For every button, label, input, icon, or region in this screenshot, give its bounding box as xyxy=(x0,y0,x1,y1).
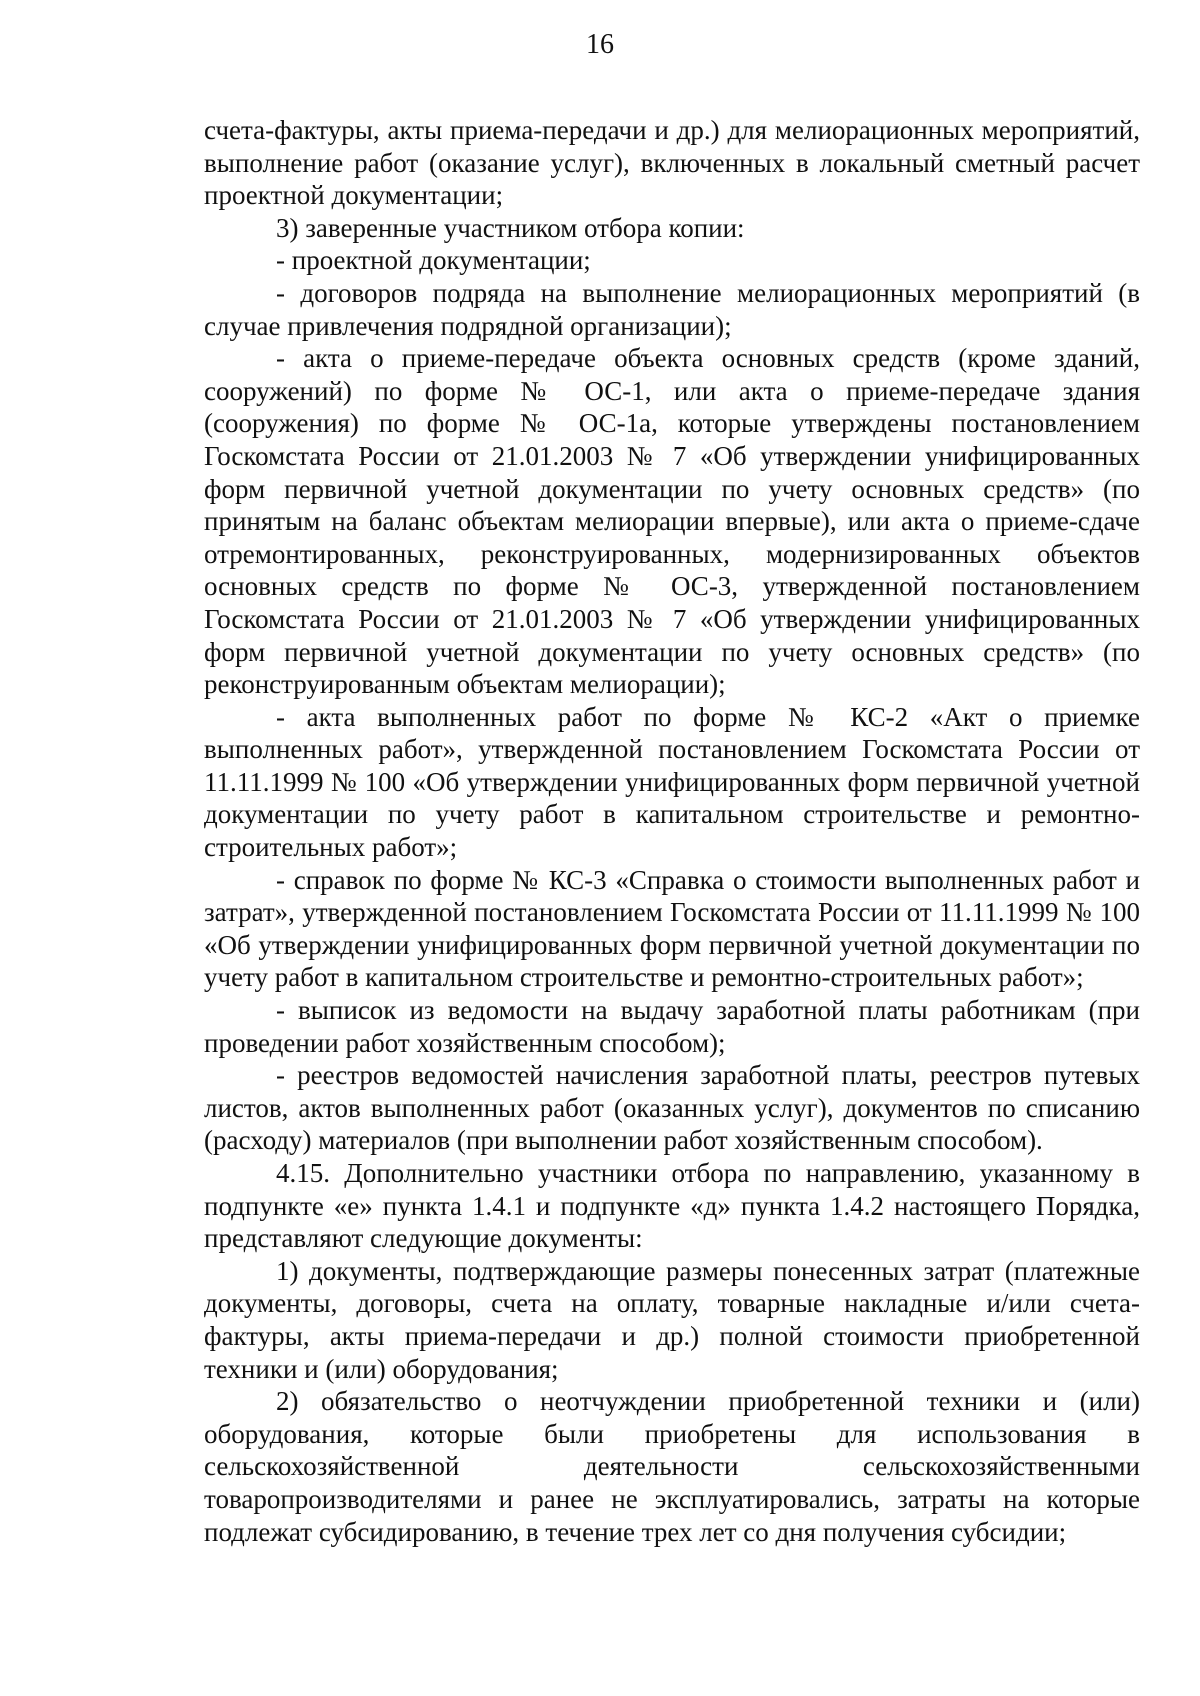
paragraph: - справок по форме № КС-3 «Справка о стоимости выполненных работ и затрат», утвержденной постановлением Госкомстата России от 11.11.1999 № 100 «Об утверждении унифицированных форм первичной учетной документации по учету работ в капитальном строительстве и ремонтно-строительных работ»; xyxy=(204,864,1140,993)
paragraph: 3) заверенные участником отбора копии: xyxy=(276,212,745,243)
paragraph: 4.15. Дополнительно участники отбора по направлению, указанному в подпункте «е» пункта 1.4.1 и подпункте «д» пункта 1.4.2 настоящего Порядка, представляют следующие документы: xyxy=(204,1158,1140,1254)
paragraph: 1) документы, подтверждающие размеры понесенных затрат (платежные документы, договоры, счета на оплату, товарные накладные и/или счета-фактуры, акты приема-передачи и др.) полной стоимости приобретенной техники и (или) оборудования; xyxy=(204,1255,1140,1384)
paragraph: - акта выполненных работ по форме № КС-2 «Акт о приемке выполненных работ», утвержденной постановлением Госкомстата России от 11.11.1999 № 100 «Об утверждении унифицированных форм первичной учетной документации по учету работ в капитальном строительстве и ремонтно-строительных работ»; xyxy=(204,701,1140,863)
paragraph: - акта о приеме-передаче объекта основных средств (кроме зданий, сооружений) по форме № ОС-1, или акта о приеме-передаче здания (сооружения) по форме № ОС-1а, которые утверждены постановлением Госкомстата России от 21.01.2003 № 7 «Об утверждении унифицированных форм первичной учетной документации по учету основных средств» (по принятым на баланс объектам мелиорации впервые), или акта о приеме-сдаче отремонтированных, реконструированных, модернизированных объектов основных средств по форме № ОС-3, утвержденной постановлением Госкомстата России от 21.01.2003 № 7 «Об утверждении унифицированных форм первичной учетной документации по учету основных средств» (по реконструированным объектам мелиорации); xyxy=(204,343,1140,700)
paragraph: - проектной документации; xyxy=(276,245,591,276)
paragraph: - выписок из ведомости на выдачу заработной платы работникам (при проведении работ хозяйственным способом); xyxy=(204,995,1140,1058)
page-number: 16 xyxy=(586,29,614,60)
paragraph: счета-фактуры, акты приема-передачи и др.) для мелиорационных мероприятий, выполнение работ (оказание услуг), включенных в локальный сметный расчет проектной документации; xyxy=(204,115,1140,211)
paragraph: - реестров ведомостей начисления заработной платы, реестров путевых листов, актов выполненных работ (оказанных услуг), документов по списанию (расходу) материалов (при выполнении работ хозяйственным способом). xyxy=(204,1060,1140,1156)
document-body xyxy=(204,114,1140,1548)
paragraph: - договоров подряда на выполнение мелиорационных мероприятий (в случае привлечения подрядной организации); xyxy=(204,277,1140,341)
paragraph: 2) обязательство о неотчуждении приобретенной техники и (или) оборудования, которые были приобретены для использования в сельскохозяйственной деятельности сельскохозяйственными товаропроизводителями и ранее не эксплуатировались, затраты на которые подлежат субсидированию, в течение трех лет со дня получения субсидии; xyxy=(204,1386,1140,1547)
